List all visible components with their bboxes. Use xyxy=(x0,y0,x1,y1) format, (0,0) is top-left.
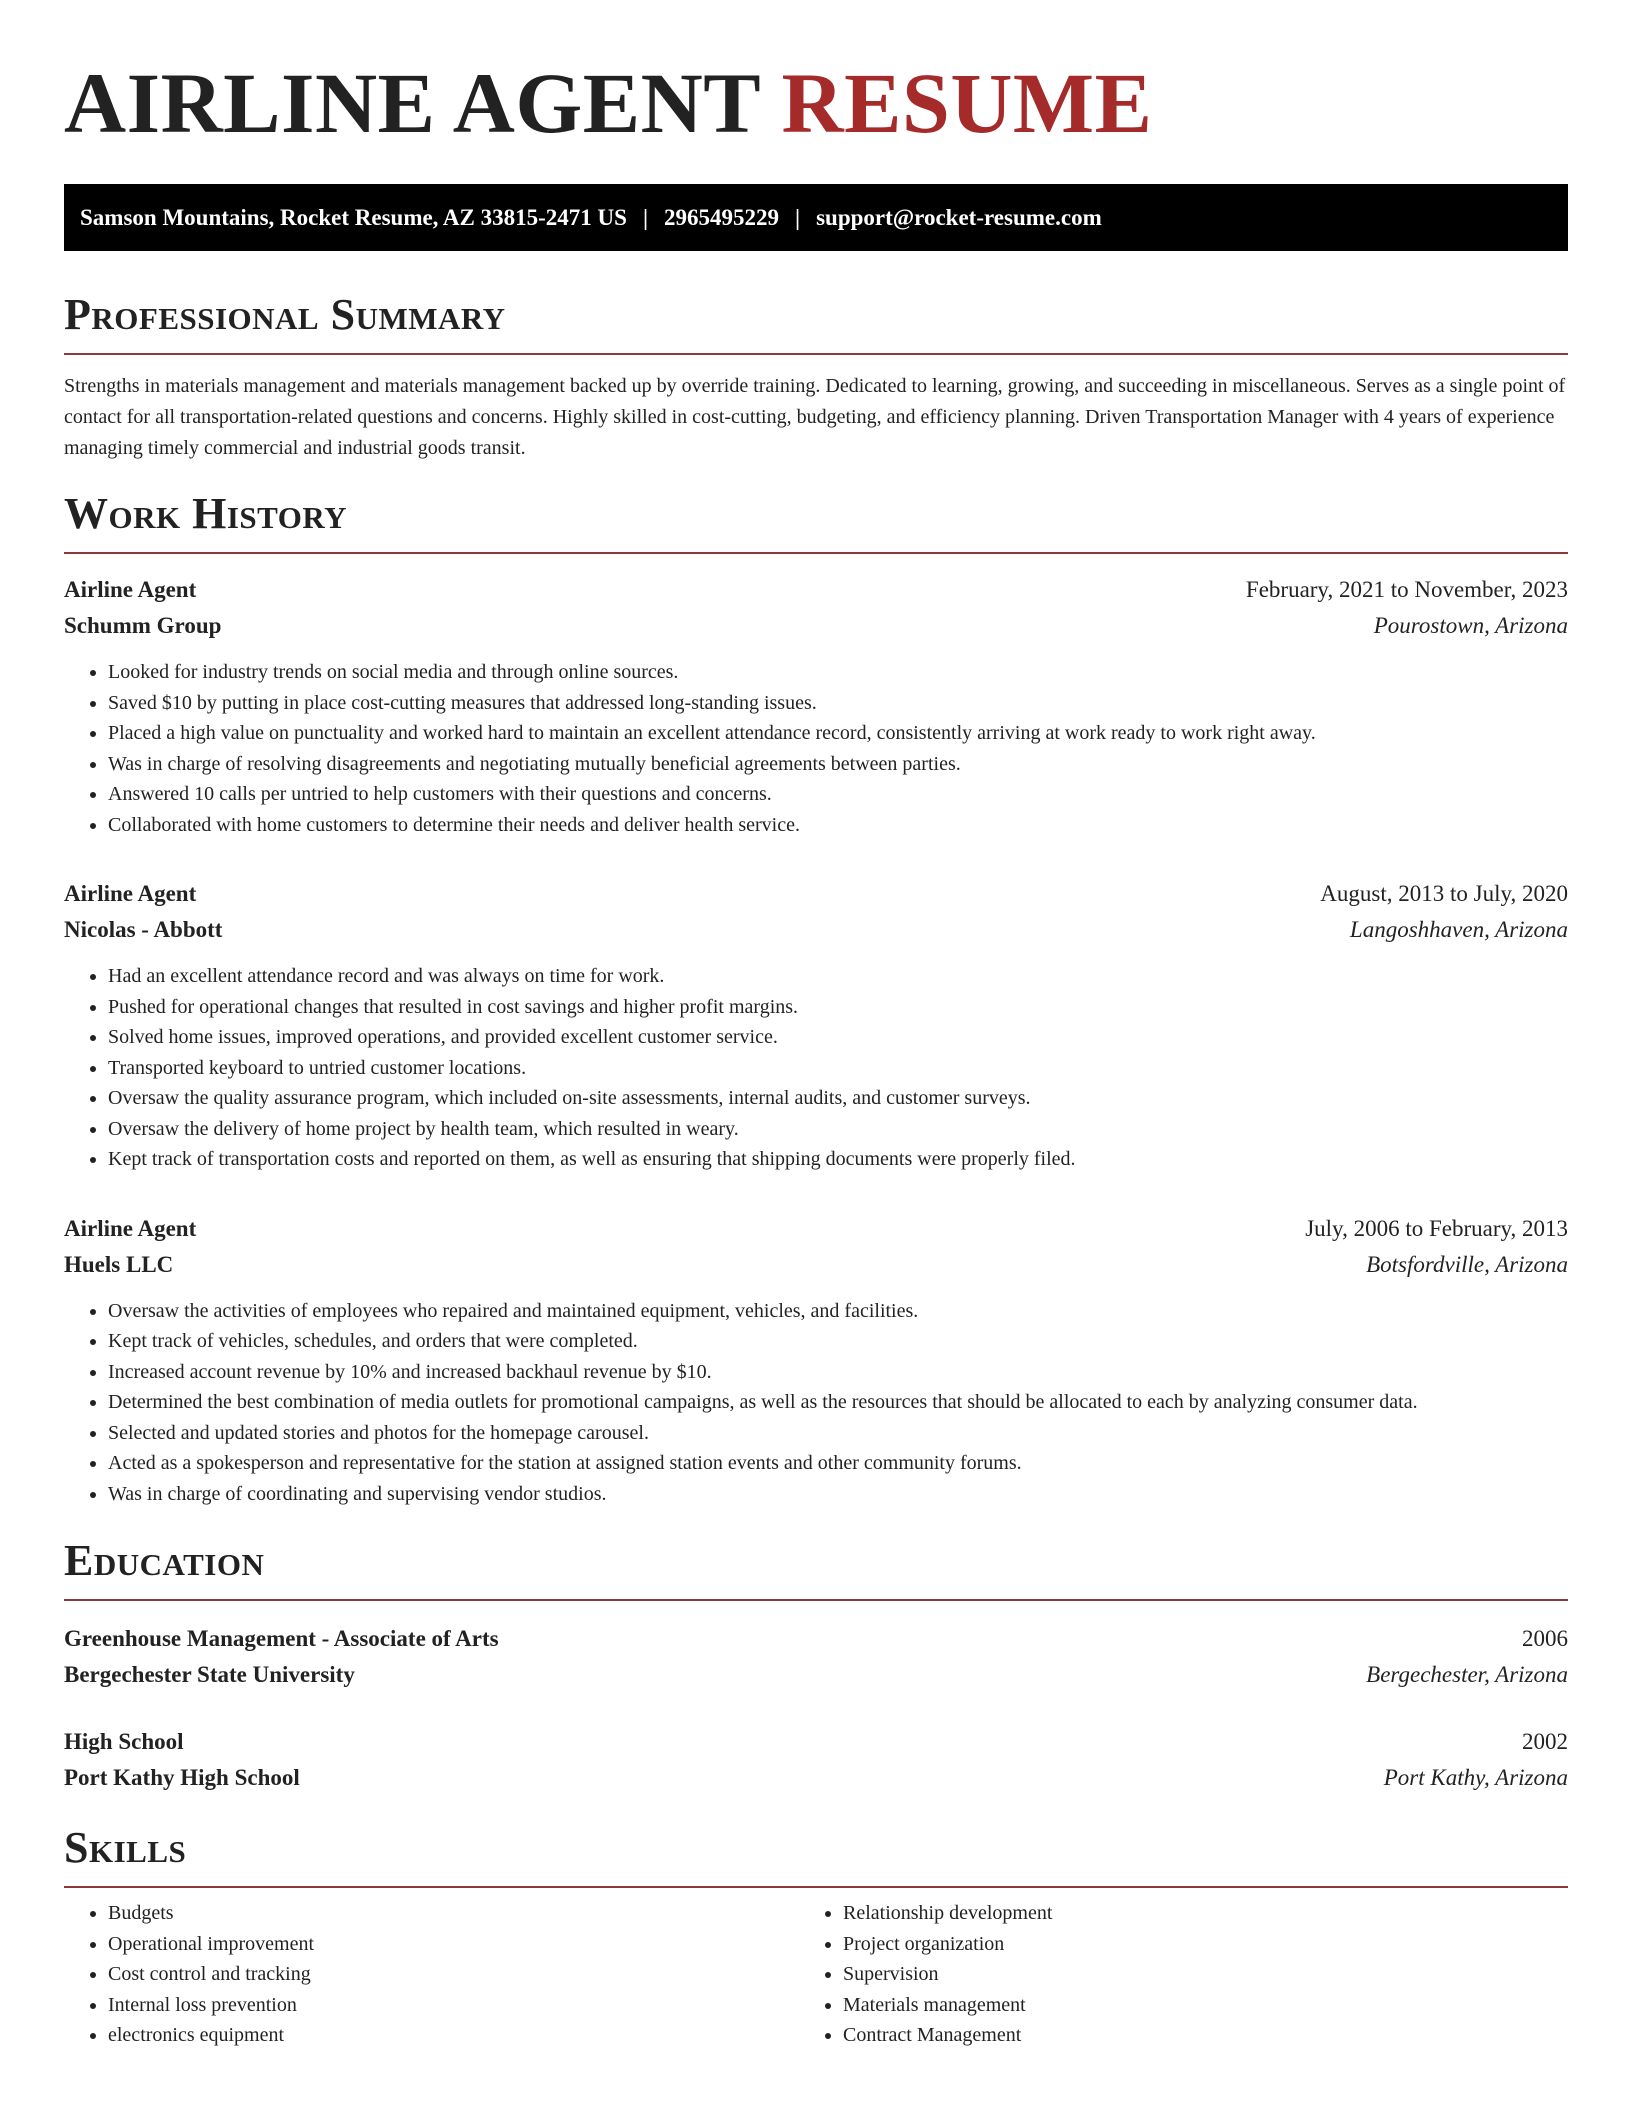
education-entry xyxy=(64,1724,1568,1796)
section-divider xyxy=(64,552,1568,554)
job-company: Nicolas - Abbott xyxy=(64,917,223,942)
education-location: Bergechester, Arizona xyxy=(1366,1662,1568,1687)
list-item: • Saved $10 by putting in place cost-cutting measures that addressed long-standing issues. xyxy=(108,688,1568,719)
skill-item: • Internal loss prevention xyxy=(108,1990,799,2021)
contact-separator: | xyxy=(795,204,801,230)
list-item: • Transported keyboard to untried customer locations. xyxy=(108,1053,1568,1084)
list-item: • Looked for industry trends on social media and through online sources. xyxy=(108,657,1568,688)
skills-columns xyxy=(64,1898,1568,2051)
skills-section xyxy=(64,1824,1568,2051)
skill-item: • Operational improvement xyxy=(108,1929,799,1960)
job-company: Huels LLC xyxy=(64,1251,174,1277)
skill-item: • Project organization xyxy=(843,1929,1534,1960)
job-entry xyxy=(64,876,1568,1175)
job-dates: July, 2006 to February, 2013 xyxy=(1305,1215,1568,1241)
summary-section xyxy=(64,291,1568,464)
skill-item: • Contract Management xyxy=(843,2020,1534,2051)
job-bullets xyxy=(64,1296,1568,1510)
list-item: • Kept track of transportation costs and reported on them, as well as ensuring that shipping documents were properly filed. xyxy=(108,1144,1568,1175)
job-location: Botsfordville, Arizona xyxy=(1366,1251,1568,1277)
education-degree: Greenhouse Management - Associate of Arts xyxy=(64,1626,499,1651)
job-bullets xyxy=(64,961,1568,1175)
list-item: • Pushed for operational changes that resulted in cost savings and higher profit margins. xyxy=(108,992,1568,1023)
education-location: Port Kathy, Arizona xyxy=(1383,1765,1568,1790)
contact-separator: | xyxy=(642,204,649,230)
list-item: • Increased account revenue by 10% and increased backhaul revenue by $10. xyxy=(108,1357,1568,1388)
section-divider xyxy=(64,353,1568,355)
list-item: • Was in charge of resolving disagreements and negotiating mutually beneficial agreements between parties. xyxy=(108,749,1568,780)
list-item: • Solved home issues, improved operations, and provided excellent customer service. xyxy=(108,1022,1568,1053)
job-company: Schumm Group xyxy=(64,613,222,638)
contact-bar xyxy=(64,184,1568,251)
education-year: 2002 xyxy=(1522,1729,1568,1754)
skills-heading: Skills xyxy=(64,1823,187,1872)
education-degree: High School xyxy=(64,1729,184,1754)
list-item: • Oversaw the quality assurance program, which included on-site assessments, internal audits, and customer surveys. xyxy=(108,1083,1568,1114)
education-heading: Education xyxy=(64,1536,265,1585)
job-title: Airline Agent xyxy=(64,577,197,602)
job-location: Pourostown, Arizona xyxy=(1373,613,1568,638)
list-item: • Kept track of vehicles, schedules, and orders that were completed. xyxy=(108,1326,1568,1357)
job-location: Langoshhaven, Arizona xyxy=(1349,917,1568,942)
job-dates: August, 2013 to July, 2020 xyxy=(1320,881,1568,906)
skill-item: • Cost control and tracking xyxy=(108,1959,799,1990)
skill-item: • Supervision xyxy=(843,1959,1534,1990)
list-item: • Selected and updated stories and photos for the homepage carousel. xyxy=(108,1418,1568,1449)
skill-item: • electronics equipment xyxy=(108,2020,799,2051)
job-bullets xyxy=(64,657,1568,840)
education-school: Bergechester State University xyxy=(64,1662,355,1687)
skill-item: • Materials management xyxy=(843,1990,1534,2021)
resume-title xyxy=(64,55,1568,151)
title-accent: RESUME xyxy=(781,55,1153,151)
contact-email[interactable]: support@rocket-resume.com xyxy=(816,204,1102,230)
work-history-section xyxy=(64,490,1568,1509)
list-item: • Acted as a spokesperson and representative for the station at assigned station events and other community forums. xyxy=(108,1448,1568,1479)
list-item: • Oversaw the activities of employees who repaired and maintained equipment, vehicles, and facilities. xyxy=(108,1296,1568,1327)
skills-list-left xyxy=(64,1898,799,2051)
job-title: Airline Agent xyxy=(64,881,197,906)
list-item: • Collaborated with home customers to determine their needs and deliver health service. xyxy=(108,810,1568,841)
summary-heading: Professional Summary xyxy=(64,290,506,339)
education-school: Port Kathy High School xyxy=(64,1765,300,1790)
list-item: • Oversaw the delivery of home project by health team, which resulted in weary. xyxy=(108,1114,1568,1145)
skill-item: • Relationship development xyxy=(843,1898,1534,1929)
work-history-heading: Work History xyxy=(64,489,348,538)
list-item: • Placed a high value on punctuality and worked hard to maintain an excellent attendance record, consistently arriving at work ready to work right away. xyxy=(108,718,1568,749)
education-entry xyxy=(64,1621,1568,1693)
education-year: 2006 xyxy=(1522,1626,1568,1651)
contact-address: Samson Mountains, Rocket Resume, AZ 33815-2471 US xyxy=(80,204,627,230)
section-divider xyxy=(64,1599,1568,1601)
list-item: • Had an excellent attendance record and was always on time for work. xyxy=(108,961,1568,992)
job-title: Airline Agent xyxy=(64,1215,197,1241)
job-entry xyxy=(64,1211,1568,1510)
list-item: • Answered 10 calls per untried to help customers with their questions and concerns. xyxy=(108,779,1568,810)
skill-item: • Budgets xyxy=(108,1898,799,1929)
title-main: AIRLINE AGENT xyxy=(64,55,760,151)
education-section xyxy=(64,1537,1568,1796)
summary-text: Strengths in materials management and materials management backed up by override training. Dedicated to learning, growing, and succeeding in miscellaneous. Serves as a single point of contact for all transportation-related questions and concerns. Highly skilled in cost-cutting, budgeting, and efficiency planning. Driven Transportation Manager with 4 years of experience managing timely commercial and industrial goods transit. xyxy=(64,375,1566,459)
contact-phone[interactable]: 2965495229 xyxy=(664,204,780,230)
section-divider xyxy=(64,1886,1568,1888)
list-item: • Was in charge of coordinating and supervising vendor studios. xyxy=(108,1479,1568,1510)
skills-list-right xyxy=(799,1898,1534,2051)
job-entry xyxy=(64,572,1568,840)
list-item: • Determined the best combination of media outlets for promotional campaigns, as well as the resources that should be allocated to each by analyzing consumer data. xyxy=(108,1387,1568,1418)
job-dates: February, 2021 to November, 2023 xyxy=(1245,577,1568,602)
